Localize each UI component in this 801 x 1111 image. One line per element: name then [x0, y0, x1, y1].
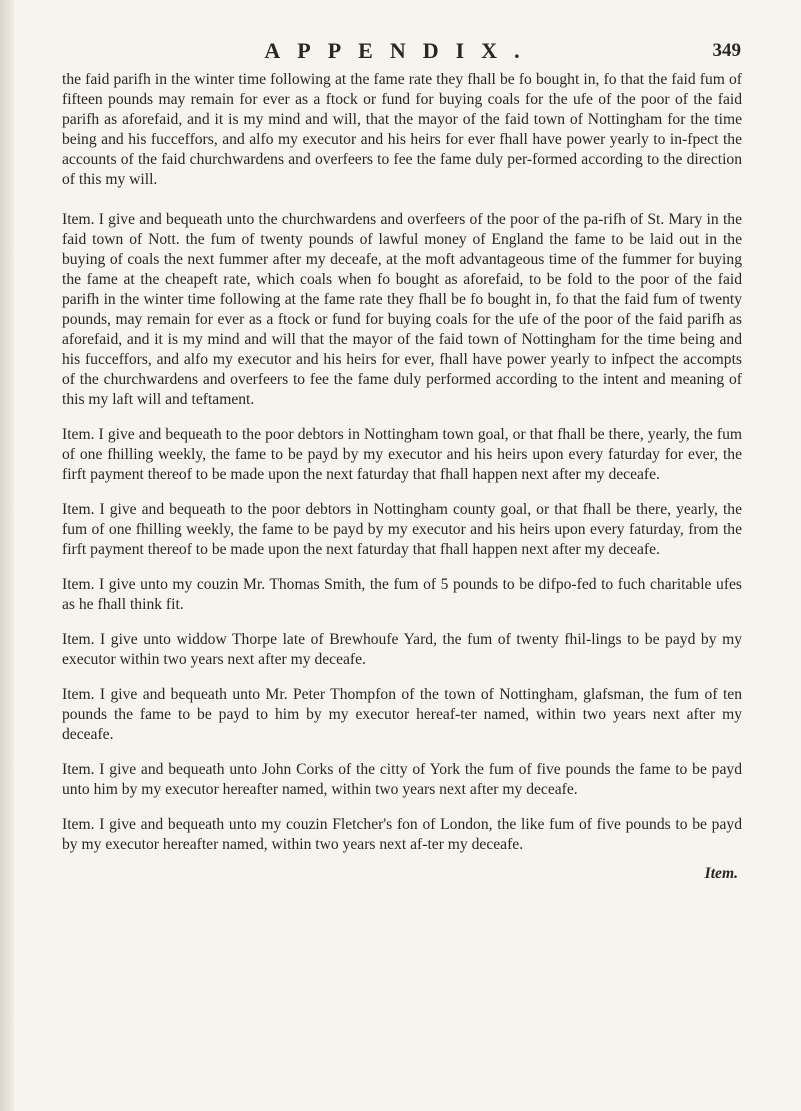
page-number: 349	[712, 40, 741, 61]
paragraph: Item. I give unto my couzin Mr. Thomas Smith, the fum of 5 pounds to be difpo-fed to fuch charitable ufes as he fhall think fit.	[62, 576, 742, 613]
page-header	[60, 38, 741, 66]
book-gutter	[0, 0, 14, 1111]
paragraph: Item. I give and bequeath unto John Corks of the citty of York the fum of five pounds the fame to be payd unto him by my executor hereafter named, within two years next after my deceafe.	[62, 761, 742, 798]
running-title: APPENDIX.	[264, 38, 537, 63]
paragraph: the faid parifh in the winter time following at the fame rate they fhall be fo bought in, fo that the faid fum of fifteen pounds may remain for ever as a ftock or fund for buying coals for the ufe of the poor of the faid parifh as aforefaid, and it is my mind and will, that the mayor of the faid town of Nottingham for the time being and his fucceffors, and alfo my executor and his heirs for ever fhall have power yearly to in-fpect the accounts of the faid churchwardens and overfeers to fee the fame duly per-formed according to the direction of this my will.	[62, 71, 742, 188]
paragraph: Item. I give and bequeath to the poor debtors in Nottingham town goal, or that fhall be there, yearly, the fum of one fhilling weekly, the fame to be payd by my executor and his heirs upon every faturday for ever, the firft payment thereof to be made upon the next faturday that fhall happen next after my deceafe.	[62, 426, 742, 483]
paragraph: Item. I give and bequeath unto the churchwardens and overfeers of the poor of the pa-rifh of St. Mary in the faid town of Nott. the fum of twenty pounds of lawful money of England the fame to be laid out in the buying of coals the next fummer after my deceafe, at the moft advantageous time of the fummer for buying the fame at the cheapeft rate, which coals when fo bought as aforefaid, to be fold to the poor of the faid parifh in the winter time following at the fame rate they fhall be fo bought in, fo that the faid fum of twenty pounds, may remain for ever as a ftock or fund for buying coals for the ufe of the poor of the faid parifh as aforefaid, and it is my mind and will that the mayor of the faid town of Nottingham for the time being and his fucceffors, and alfo my executor and his heirs for ever, fhall have power yearly to infpect the accompts of the churchwardens and overfeers to fee the fame duly performed according to the intent and meaning of this my laft will and teftament.	[62, 211, 742, 408]
page-body	[62, 70, 742, 884]
paragraph: Item. I give unto widdow Thorpe late of Brewhoufe Yard, the fum of twenty fhil-lings to be payd by my executor within two years next after my deceafe.	[62, 631, 742, 668]
paragraph: Item. I give and bequeath to the poor debtors in Nottingham county goal, or that fhall be there, yearly, the fum of one fhilling weekly, the fame to be payd by my executor and his heirs upon every faturday, from the firft payment thereof to be made upon the next faturday that fhall happen next after my deceafe.	[62, 501, 742, 558]
paragraph: Item. I give and bequeath unto Mr. Peter Thompfon of the town of Nottingham, glafsman, the fum of ten pounds the fame to be payd to him by my executor hereaf-ter named, within two years next after my deceafe.	[62, 686, 742, 743]
catchword: Item.	[704, 865, 738, 882]
paragraph: Item. I give and bequeath unto my couzin Fletcher's fon of London, the like fum of five pounds to be payd by my executor hereafter named, within two years next af-ter my deceafe.	[62, 816, 742, 853]
